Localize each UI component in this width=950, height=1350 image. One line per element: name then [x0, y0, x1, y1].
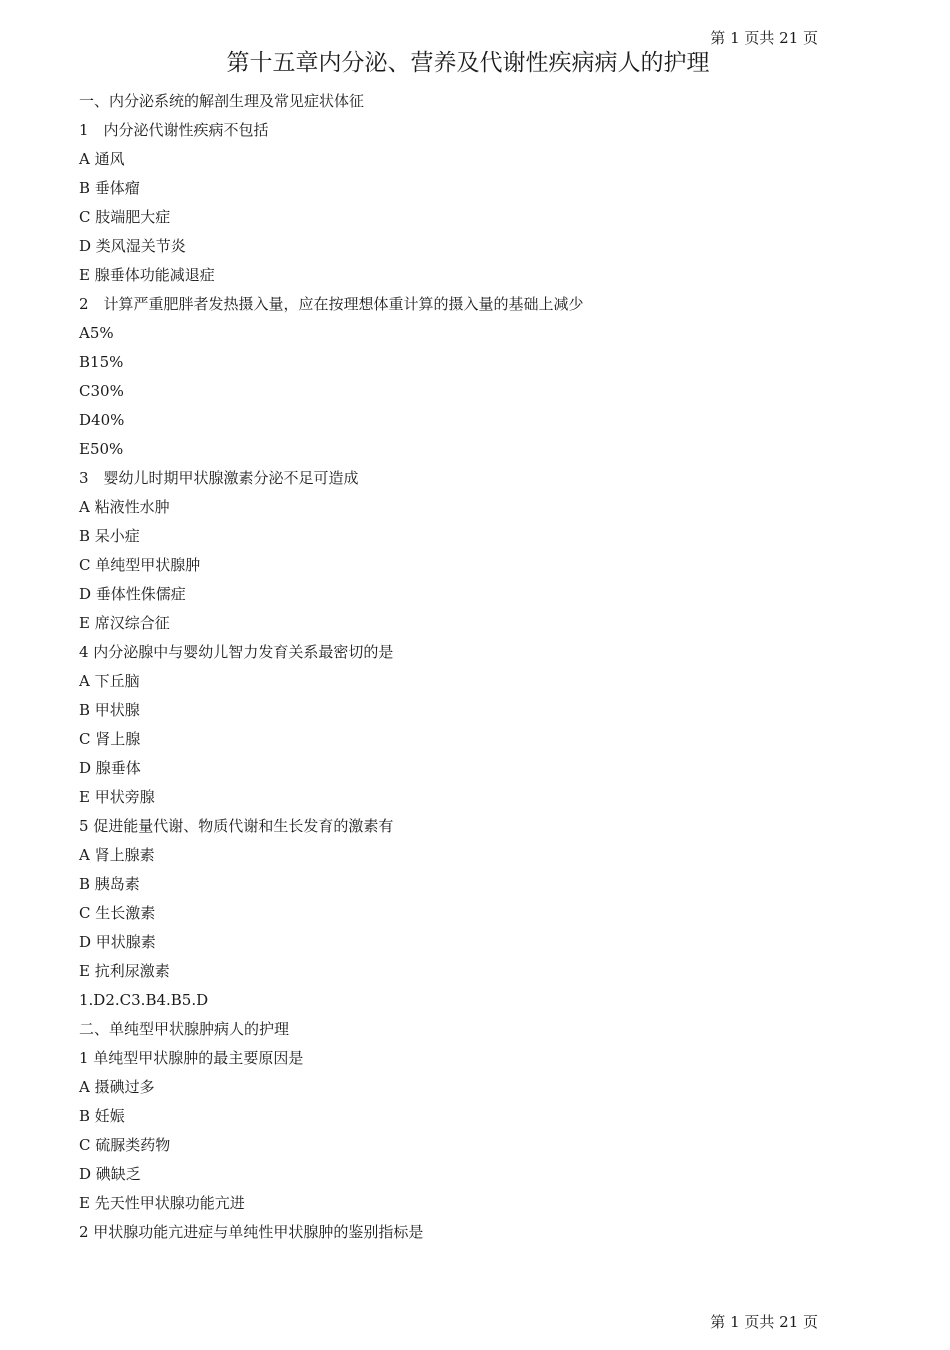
answer-option: E50% [79, 440, 124, 458]
answer-option: C 硫脲类药物 [79, 1136, 171, 1154]
answer-option: A 肾上腺素 [79, 846, 155, 864]
document-body [79, 87, 859, 1247]
answer-option: D 腺垂体 [79, 759, 141, 777]
answer-option: D 甲状腺素 [79, 933, 156, 951]
answer-option: D 垂体性侏儒症 [79, 585, 186, 603]
answer-option: B 呆小症 [79, 527, 140, 545]
answer-option: C 肾上腺 [79, 730, 141, 748]
answer-option: E 甲状旁腺 [79, 788, 155, 806]
answer-option: D 类风湿关节炎 [79, 237, 186, 255]
answer-option: B 甲状腺 [79, 701, 140, 719]
question-stem: 2 甲状腺功能亢进症与单纯性甲状腺肿的鉴别指标是 [79, 1223, 424, 1241]
answer-option: C 生长激素 [79, 904, 156, 922]
answer-option: B15% [79, 353, 124, 371]
answer-key: 1.D2.C3.B4.B5.D [79, 991, 209, 1009]
answer-option: E 先天性甲状腺功能亢进 [79, 1194, 245, 1212]
question-stem: 3 婴幼儿时期甲状腺激素分泌不足可造成 [79, 469, 359, 487]
document-title: 第十五章内分泌、营养及代谢性疾病病人的护理 [226, 50, 710, 76]
answer-option: E 抗利尿激素 [79, 962, 170, 980]
answer-option: A 下丘脑 [79, 672, 140, 690]
question-stem: 1 单纯型甲状腺肿的最主要原因是 [79, 1049, 304, 1067]
footer-page-indicator: 第 1 页共 21 页 [710, 1313, 818, 1331]
answer-option: B 胰岛素 [79, 875, 140, 893]
header-page-indicator: 第 1 页共 21 页 [710, 29, 818, 47]
answer-option: D 碘缺乏 [79, 1165, 141, 1183]
question-stem: 2 计算严重肥胖者发热摄入量，应在按理想体重计算的摄入量的基础上减少 [79, 295, 584, 313]
question-stem: 5 促进能量代谢、物质代谢和生长发育的激素有 [79, 817, 394, 835]
section-heading: 二、单纯型甲状腺肿病人的护理 [79, 1020, 290, 1038]
answer-option: C30% [79, 382, 124, 400]
answer-option: C 肢端肥大症 [79, 208, 171, 226]
answer-option: E 腺垂体功能减退症 [79, 266, 215, 284]
answer-option: D40% [79, 411, 125, 429]
answer-option: A 粘液性水肿 [79, 498, 170, 516]
answer-option: B 妊娠 [79, 1107, 125, 1125]
answer-option: E 席汉综合征 [79, 614, 170, 632]
question-stem: 4 内分泌腺中与婴幼儿智力发育关系最密切的是 [79, 643, 394, 661]
answer-option: A 摄碘过多 [79, 1078, 155, 1096]
answer-option: C 单纯型甲状腺肿 [79, 556, 201, 574]
answer-option: B 垂体瘤 [79, 179, 140, 197]
answer-option: A5% [79, 324, 114, 342]
question-stem: 1 内分泌代谢性疾病不包括 [79, 121, 269, 139]
section-heading: 一、内分泌系统的解剖生理及常见症状体征 [79, 92, 365, 110]
answer-option: A 通风 [79, 150, 125, 168]
